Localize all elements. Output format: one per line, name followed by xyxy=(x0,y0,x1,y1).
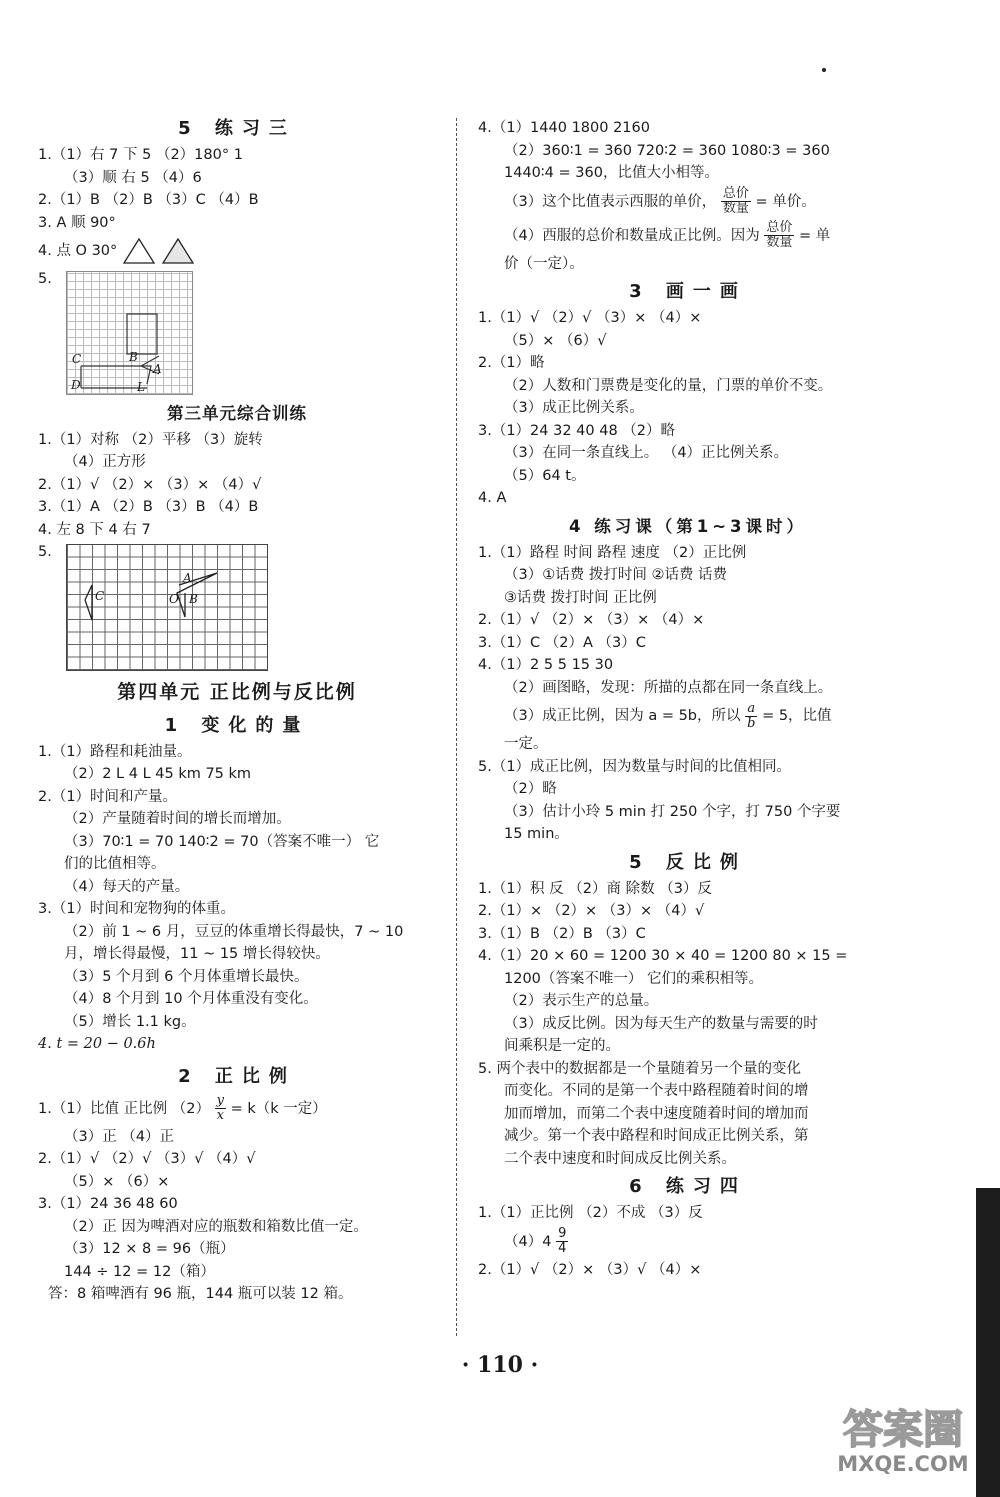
answer-line: （4）正方形 xyxy=(64,454,146,470)
answer-text: = 5，比值 xyxy=(762,708,832,724)
fraction-numerator: a xyxy=(745,702,757,717)
watermark-url: MXQE.COM xyxy=(837,1452,969,1476)
answer-text: （4）4 xyxy=(504,1233,552,1250)
answer-line: 3.（1）A （2）B （3）B （4）B xyxy=(38,499,259,515)
answer-line: 4.（1）1440 1800 2160 xyxy=(478,120,650,136)
answer-line: （3）12 × 8 = 96（瓶） xyxy=(64,1241,235,1257)
answer-line: （5）× （6）× xyxy=(64,1173,170,1190)
answer-line: （3）成正比例关系。 xyxy=(504,400,644,416)
triangle-outline-figure xyxy=(122,237,156,265)
left-column xyxy=(38,112,436,1306)
answer-text: = k（k 一定） xyxy=(230,1100,327,1117)
answer-line: 1440∶4 = 360，比值大小相等。 xyxy=(504,165,719,181)
answer-line: 5. xyxy=(38,544,52,560)
section-title-unit3-review: 第三单元综合训练 xyxy=(167,403,307,423)
answer-line: （5）64 t。 xyxy=(504,467,586,484)
answer-line: 4. t = 20 − 0.6h xyxy=(38,1036,156,1052)
answer-line: 1.（1）对称 （2）平移 （3）旋转 xyxy=(38,431,263,448)
answer-line: （4）每天的产量。 xyxy=(64,878,190,895)
grid-shapes xyxy=(67,272,192,394)
section-title-lianxike: 4 练习课（第1~3课时） xyxy=(568,516,807,536)
point-label: A xyxy=(153,361,162,376)
answer-line: 1.（1）√ （2）√ （3）× （4）× xyxy=(478,310,702,326)
answer-line: 4.（1）2 5 5 15 30 xyxy=(478,657,614,673)
fraction-nine-quarters xyxy=(556,1227,568,1256)
answer-line: 3.（1）时间和宠物狗的体重。 xyxy=(38,901,236,917)
answer-line: 价（一定）。 xyxy=(504,255,584,272)
point-label: B xyxy=(189,591,198,606)
answer-line: （2）360∶1 = 360 720∶2 = 360 1080∶3 = 360 xyxy=(504,142,830,159)
answer-line: 一定。 xyxy=(504,736,548,752)
answer-line: 1.（1）正比例 （2）不成 （3）反 xyxy=(478,1205,703,1221)
right-column xyxy=(478,117,898,1281)
answer-line: （3）①话费 拨打时间 ②话费 话费 xyxy=(504,567,728,583)
section-title-fanbili: 5 反比例 xyxy=(629,851,747,873)
grid-shapes xyxy=(67,545,267,670)
answer-line: （2）产量随着时间的增长而增加。 xyxy=(64,811,291,827)
answer-line: 5. xyxy=(38,271,52,287)
answer-line: （2）正 因为啤酒对应的瓶数和箱数比值一定。 xyxy=(64,1218,368,1235)
point-label: C xyxy=(95,588,105,603)
answer-line: 1.（1）右 7 下 5 （2）180° 1 xyxy=(38,147,243,163)
answer-line: 月，增长得最慢，11 ~ 15 增长得较快。 xyxy=(64,946,330,962)
answer-line: 减少。第一个表中路程和时间成正比例关系，第 xyxy=(504,1128,809,1144)
fraction-denominator: 数量 xyxy=(722,201,749,216)
answer-line-fraction xyxy=(478,219,898,253)
answer-line: 4. 左 8 下 4 右 7 xyxy=(38,521,151,538)
answer-line: （3）成反比例。因为每天生产的数量与需要的时 xyxy=(504,1015,818,1032)
section-title-zhengbili: 2 正比例 xyxy=(178,1065,296,1087)
watermark xyxy=(828,1408,978,1476)
answer-line: （2）画图略，发现：所描的点都在同一条直线上。 xyxy=(504,679,833,696)
section-title-lianxi-san: 5 练习三 xyxy=(178,118,296,139)
section-title-huayihua: 3 画一画 xyxy=(629,281,747,302)
answer-line: （2）略 xyxy=(504,781,557,797)
point-label: L xyxy=(137,379,145,394)
unit-title: 第四单元 正比例与反比例 xyxy=(117,680,357,703)
answer-line-fraction xyxy=(478,185,898,219)
answer-line: 4.（1）20 × 60 = 1200 30 × 40 = 1200 80 × 15 = xyxy=(478,948,848,964)
answer-line: 3.（1）C （2）A （3）C xyxy=(478,634,646,651)
answer-line: 2.（1）√ （2）× （3）× （4）× xyxy=(478,612,705,628)
answer-line-fraction xyxy=(478,699,898,733)
fraction-y-over-x xyxy=(215,1094,226,1123)
point-label: C xyxy=(72,351,82,366)
answer-line: 1.（1）积 反 （2）商 除数 （3）反 xyxy=(478,880,712,897)
fraction-denominator: 4 xyxy=(558,1241,567,1256)
answer-line: （3）70∶1 = 70 140∶2 = 70（答案不唯一） 它 xyxy=(64,833,380,850)
fraction-numerator: 总价 xyxy=(722,186,749,201)
answer-line: 1.（1）路程 时间 路程 速度 （2）正比例 xyxy=(478,544,747,561)
fraction-denominator: b xyxy=(747,715,756,731)
answer-line-fraction xyxy=(478,1225,898,1259)
answer-line: 3.（1）24 32 40 48 （2）略 xyxy=(478,422,676,439)
answer-line: 15 min。 xyxy=(504,826,569,842)
answer-line: 二个表中速度和时间成反比例关系。 xyxy=(504,1150,736,1167)
answer-line: 5. 两个表中的数据都是一个量随着另一个量的变化 xyxy=(478,1060,801,1077)
answer-line: （4）8 个月到 10 个月体重没有变化。 xyxy=(64,991,318,1007)
answer-line: 2.（1）√ （2）× （3）√ （4）× xyxy=(478,1261,702,1278)
answer-line: 3. A 顺 90° xyxy=(38,214,116,231)
section-title-lianxi-si: 6 练习四 xyxy=(629,1176,747,1197)
rotation-grid-figure xyxy=(66,271,193,395)
answer-line: 2.（1）略 xyxy=(478,355,545,371)
answer-line-triangles xyxy=(38,234,436,268)
answer-line: （5）增长 1.1 kg。 xyxy=(64,1013,196,1030)
answer-line: 3.（1）24 36 48 60 xyxy=(38,1196,178,1212)
answer-line: 加而增加，而第二个表中速度随着时间的增加而 xyxy=(504,1105,809,1122)
answer-line: 2.（1）√ （2）× （3）× （4）√ xyxy=(38,476,262,493)
fraction-numerator: 9 xyxy=(558,1226,567,1241)
answer-line: 2.（1）√ （2）√ （3）√ （4）√ xyxy=(38,1151,256,1167)
page-number: · 110 · xyxy=(461,1352,539,1378)
answer-text: （3）这个比值表示西服的单价， xyxy=(504,193,717,210)
answer-line: （3）正 （4）正 xyxy=(64,1128,175,1145)
column-divider xyxy=(456,118,457,1336)
fraction-denominator: x xyxy=(216,1108,224,1123)
answer-line: 答：8 箱啤酒有 96 瓶，144 瓶可以装 12 箱。 xyxy=(48,1286,353,1302)
point-label: D xyxy=(71,377,81,392)
section-title-bianhua: 1 变化的量 xyxy=(164,714,310,736)
answer-line: 1.（1）路程和耗油量。 xyxy=(38,743,192,760)
answer-line: （2）表示生产的总量。 xyxy=(504,993,659,1009)
answer-line: 1200（答案不唯一） 它们的乘积相等。 xyxy=(504,970,764,987)
fraction-total-over-quantity xyxy=(764,221,794,250)
answer-line: （2）2 L 4 L 45 km 75 km xyxy=(64,766,252,782)
answer-text: 1.（1）比值 正比例 （2） xyxy=(38,1100,211,1117)
answer-text: 4. 点 O 30° xyxy=(38,243,118,259)
answer-line: （3）顺 右 5 （4）6 xyxy=(64,169,202,186)
answer-line: （3）估计小玲 5 min 打 250 个字，打 750 个字要 xyxy=(504,803,841,820)
answer-line-fraction xyxy=(38,1092,436,1126)
answer-line: （3）5 个月到 6 个月体重增长最快。 xyxy=(64,968,309,985)
page-edge-tab xyxy=(976,1188,1000,1497)
watermark-logo-text: 答案圈 xyxy=(843,1407,963,1453)
answer-line: （5）× （6）√ xyxy=(504,332,607,349)
answer-line: （3）在同一条直线上。 （4）正比例关系。 xyxy=(504,445,789,461)
answer-line: ③话费 拨打时间 正比例 xyxy=(504,589,657,606)
answer-line: 间乘积是一定的。 xyxy=(504,1038,620,1054)
translation-grid-figure xyxy=(66,544,268,671)
triangle-shaded-figure xyxy=(161,237,195,265)
answer-text: = 单 xyxy=(798,227,831,244)
answer-line: 2.（1）B （2）B （3）C （4）B xyxy=(38,192,259,208)
answer-line: 3.（1）B （2）B （3）C xyxy=(478,925,646,942)
point-label: B xyxy=(129,349,138,364)
print-dot xyxy=(822,68,826,72)
answer-line: 而变化。不同的是第一个表中路程随着时间的增 xyxy=(504,1083,809,1099)
answer-line: （2）前 1 ~ 6 月，豆豆的体重增长得最快，7 ~ 10 xyxy=(64,923,404,940)
answer-line: 4. A xyxy=(478,490,507,506)
answer-text: （4）西服的总价和数量成正比例。因为 xyxy=(504,227,760,244)
answer-text: = 单价。 xyxy=(755,193,816,210)
fraction-numerator: 总价 xyxy=(766,220,793,235)
fraction-total-over-quantity xyxy=(721,187,751,216)
answer-line: 5.（1）成正比例，因为数量与时间的比值相同。 xyxy=(478,758,792,775)
fraction-a-over-b xyxy=(745,702,757,731)
answer-line: 2.（1）× （2）× （3）× （4）√ xyxy=(478,903,705,919)
answer-line: 144 ÷ 12 = 12（箱） xyxy=(64,1263,215,1280)
point-label: A xyxy=(183,570,192,585)
answer-line: 2.（1）时间和产量。 xyxy=(38,788,178,805)
answer-text: （3）成正比例，因为 a = 5b，所以 xyxy=(504,708,741,724)
fraction-numerator: y xyxy=(216,1093,224,1108)
point-label: O xyxy=(169,591,179,606)
answer-line: 们的比值相等。 xyxy=(64,856,166,872)
fraction-denominator: 数量 xyxy=(766,235,793,250)
answer-line: （2）人数和门票费是变化的量，门票的单价不变。 xyxy=(504,377,833,394)
